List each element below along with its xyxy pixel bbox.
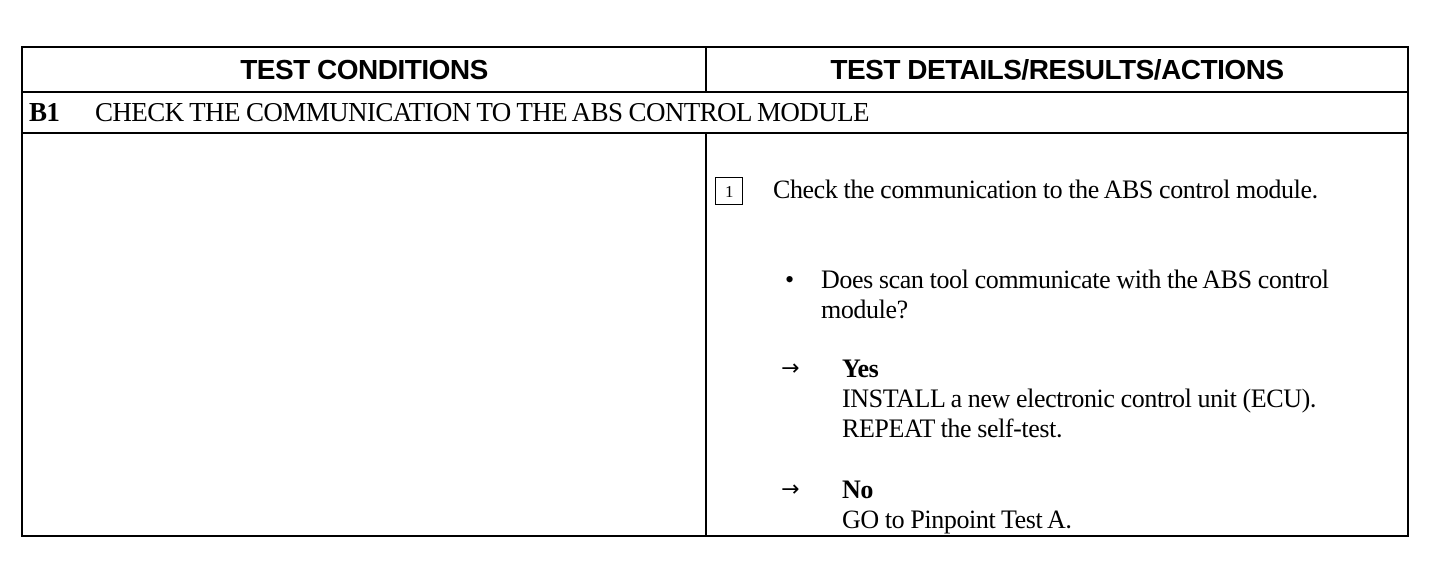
answer-no [842, 475, 1382, 535]
step-title-row [23, 93, 1407, 134]
arrow-right-icon: → [781, 356, 800, 381]
test-procedure-table [21, 46, 1409, 537]
header-test-details: TEST DETAILS/RESULTS/ACTIONS [830, 53, 1284, 85]
question-text: Does scan tool communicate with the ABS control module? [821, 265, 1329, 324]
answer-label: Yes [842, 354, 879, 383]
instruction-text: Check the communication to the ABS control module. [773, 175, 1318, 204]
answer-label: No [842, 475, 873, 504]
step-id: B1 [29, 97, 60, 127]
bullet-icon: • [785, 265, 794, 294]
step-body-row [23, 134, 1407, 535]
test-conditions-cell [23, 134, 705, 535]
answer-action: INSTALL a new electronic control unit (ECU). REPEAT the self-test. [842, 384, 1316, 443]
arrow-right-icon: → [781, 477, 800, 502]
answer-yes [842, 354, 1382, 444]
step-title: CHECK THE COMMUNICATION TO THE ABS CONTROL MODULE [95, 97, 869, 127]
answer-action: GO to Pinpoint Test A. [842, 505, 1072, 534]
test-details-cell [707, 134, 1407, 535]
table-header-row [23, 48, 1407, 93]
header-test-conditions: TEST CONDITIONS [240, 53, 488, 85]
step-number-box: 1 [715, 177, 743, 205]
